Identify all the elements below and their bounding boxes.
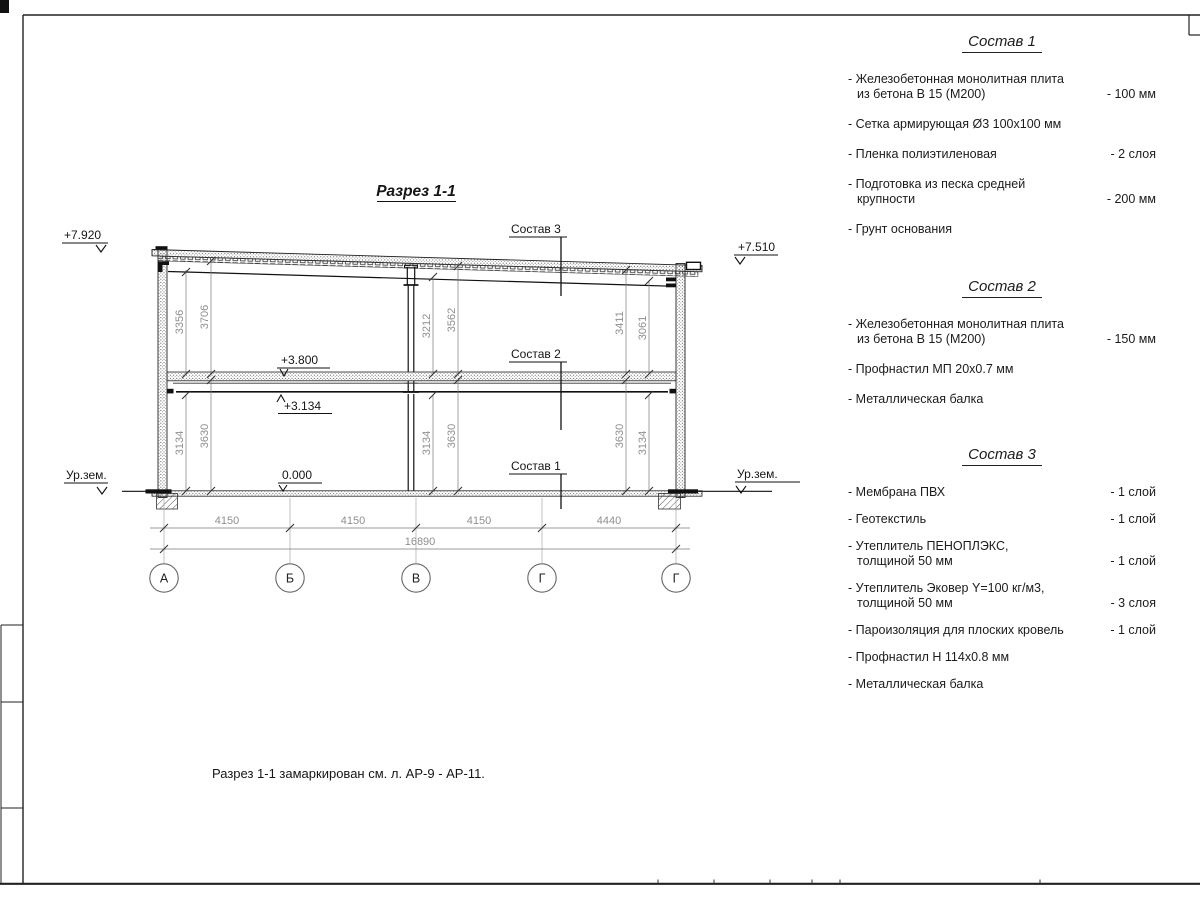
spec-item-text bbox=[848, 72, 1101, 102]
spec-line: - Мембрана ПВХ bbox=[848, 485, 946, 499]
vdim: 3706 bbox=[199, 304, 211, 330]
spec-line: из бетона В 15 (М200) bbox=[857, 87, 986, 101]
spec-line: толщиной 50 мм bbox=[857, 596, 953, 610]
spec-line: - Пароизоляция для плоских кровель bbox=[848, 623, 1064, 637]
ground-level-left: Ур.зем. bbox=[66, 468, 107, 482]
spec-line: - Профнастил МП 20х0.7 мм bbox=[848, 362, 1014, 376]
vdim: 3134 bbox=[421, 430, 433, 456]
grid-bubbles bbox=[150, 564, 690, 592]
spec-value: - 1 слой bbox=[1110, 512, 1156, 526]
spec-item bbox=[848, 512, 1156, 527]
spec-item bbox=[848, 677, 1156, 692]
ground-level-right: Ур.зем. bbox=[737, 467, 778, 481]
grid-label-a: А bbox=[159, 571, 169, 586]
spec-item-text bbox=[848, 177, 1101, 207]
ground-slab bbox=[122, 489, 772, 509]
spec-item bbox=[848, 392, 1156, 407]
vdim: 3212 bbox=[421, 313, 433, 339]
spec-value: - 200 мм bbox=[1106, 192, 1156, 206]
hdim-total: 16890 bbox=[404, 536, 436, 548]
leader-sostav-1: Состав 1 bbox=[511, 459, 561, 473]
spec-line: - Утеплитель Эковер Y=100 кг/м3, bbox=[848, 581, 1045, 595]
spec-item-text bbox=[848, 650, 1156, 665]
spec-item-text bbox=[848, 623, 1104, 638]
spec-item-text bbox=[848, 581, 1105, 611]
spec-item bbox=[848, 581, 1156, 611]
elevation-roof-left: +7.920 bbox=[64, 228, 102, 242]
building-section bbox=[122, 246, 772, 509]
hdim-span-2: 4150 bbox=[340, 515, 366, 527]
horizontal-dimensions bbox=[150, 498, 690, 592]
vdim: 3630 bbox=[199, 423, 211, 449]
vdim: 3061 bbox=[637, 315, 649, 341]
spec-value: - 1 слой bbox=[1110, 623, 1156, 637]
vdim: 3356 bbox=[174, 309, 186, 335]
spec-item bbox=[848, 317, 1156, 347]
spec-item bbox=[848, 147, 1156, 162]
spec-line: - Геотекстиль bbox=[848, 512, 927, 526]
leader-sostav-2: Состав 2 bbox=[511, 347, 561, 361]
spec-value: - 1 слой bbox=[1110, 485, 1156, 499]
spec-item-text bbox=[848, 147, 1105, 162]
spec-title-text: Состав 1 bbox=[962, 33, 1042, 53]
intermediate-floor bbox=[167, 372, 676, 393]
spec-line: из бетона В 15 (М200) bbox=[857, 332, 986, 346]
vdim: 3134 bbox=[174, 430, 186, 456]
spec-item-text bbox=[848, 117, 1156, 132]
roof-end-cap bbox=[687, 262, 701, 269]
spec-title bbox=[848, 278, 1156, 295]
spec-item bbox=[848, 117, 1156, 132]
spec-item-text bbox=[848, 222, 1156, 237]
spec-item-text bbox=[848, 485, 1104, 500]
vdim: 3562 bbox=[446, 307, 458, 333]
spec-line: - Утеплитель ПЕНОПЛЭКС, bbox=[848, 539, 1009, 553]
spec-value: - 2 слоя bbox=[1110, 147, 1156, 161]
spec-value: - 150 мм bbox=[1106, 332, 1156, 346]
right-wall bbox=[676, 264, 685, 498]
elevation-floor-top: +3.800 bbox=[281, 353, 319, 367]
spec-title bbox=[848, 446, 1156, 463]
spec-item-text bbox=[848, 362, 1156, 377]
elevation-beam-bottom: +3.134 bbox=[284, 399, 322, 413]
arrow-down-icon bbox=[736, 486, 746, 493]
elevation-roof-right: +7.510 bbox=[738, 240, 776, 254]
spec-item bbox=[848, 222, 1156, 237]
elevation-zero: 0.000 bbox=[282, 468, 313, 482]
section-title: Разрез 1-1 bbox=[376, 183, 456, 200]
spec-value: - 3 слоя bbox=[1110, 596, 1156, 610]
spec-line: толщиной 50 мм bbox=[857, 554, 953, 568]
spec-item bbox=[848, 650, 1156, 665]
spec-item-text bbox=[848, 539, 1104, 569]
spec-line: крупности bbox=[857, 192, 916, 206]
hdim-span-3: 4150 bbox=[466, 515, 492, 527]
arrow-down-icon bbox=[96, 245, 106, 252]
hdim-span-1: 4150 bbox=[214, 515, 240, 527]
spec-item-text bbox=[848, 512, 1104, 527]
leader-sostav-3: Состав 3 bbox=[511, 222, 561, 236]
spec-item bbox=[848, 623, 1156, 638]
spec-item bbox=[848, 539, 1156, 569]
spec-block-sostav-3 bbox=[848, 446, 1156, 704]
spec-line: - Подготовка из песка средней bbox=[848, 177, 1026, 191]
spec-title bbox=[848, 33, 1156, 50]
spec-title-text: Состав 3 bbox=[962, 446, 1042, 466]
spec-line: - Железобетонная монолитная плита bbox=[848, 317, 1064, 331]
spec-item-text bbox=[848, 317, 1101, 347]
arrow-down-icon bbox=[97, 487, 107, 494]
spec-block-sostav-1 bbox=[848, 33, 1156, 252]
spec-item-text bbox=[848, 392, 1156, 407]
spec-item bbox=[848, 362, 1156, 377]
spec-block-sostav-2 bbox=[848, 278, 1156, 422]
spec-line: - Профнастил Н 114х0.8 мм bbox=[848, 650, 1010, 664]
spec-line: - Пленка полиэтиленовая bbox=[848, 147, 997, 161]
spec-item-text bbox=[848, 677, 1156, 692]
roof-assembly bbox=[152, 250, 702, 288]
grid-label-b: Б bbox=[285, 571, 295, 586]
grid-label-g1: Г bbox=[538, 571, 546, 586]
grid-label-v: В bbox=[411, 571, 421, 586]
vdim: 3134 bbox=[637, 430, 649, 456]
spec-line: - Металлическая балка bbox=[848, 392, 984, 406]
spec-line: - Металлическая балка bbox=[848, 677, 984, 691]
grid-label-g2: Г bbox=[672, 571, 680, 586]
spec-line: - Железобетонная монолитная плита bbox=[848, 72, 1064, 86]
left-wall bbox=[158, 249, 167, 498]
hdim-span-4: 4440 bbox=[596, 515, 622, 527]
spec-line: - Грунт основания bbox=[848, 222, 953, 236]
spec-title-text: Состав 2 bbox=[962, 278, 1042, 298]
vdim: 3630 bbox=[446, 423, 458, 449]
arrow-down-icon bbox=[279, 485, 287, 491]
spec-item bbox=[848, 72, 1156, 102]
spec-value: - 1 слой bbox=[1110, 554, 1156, 568]
vdim: 3411 bbox=[614, 311, 626, 335]
spec-value: - 100 мм bbox=[1106, 87, 1156, 101]
sheet-note: Разрез 1-1 замаркирован см. л. АР-9 - АР-11. bbox=[212, 766, 485, 781]
spec-line: - Сетка армирующая Ø3 100х100 мм bbox=[848, 117, 1062, 131]
vdim: 3630 bbox=[614, 423, 626, 449]
arrow-down-icon bbox=[735, 257, 745, 264]
spec-item bbox=[848, 177, 1156, 207]
spec-item bbox=[848, 485, 1156, 500]
